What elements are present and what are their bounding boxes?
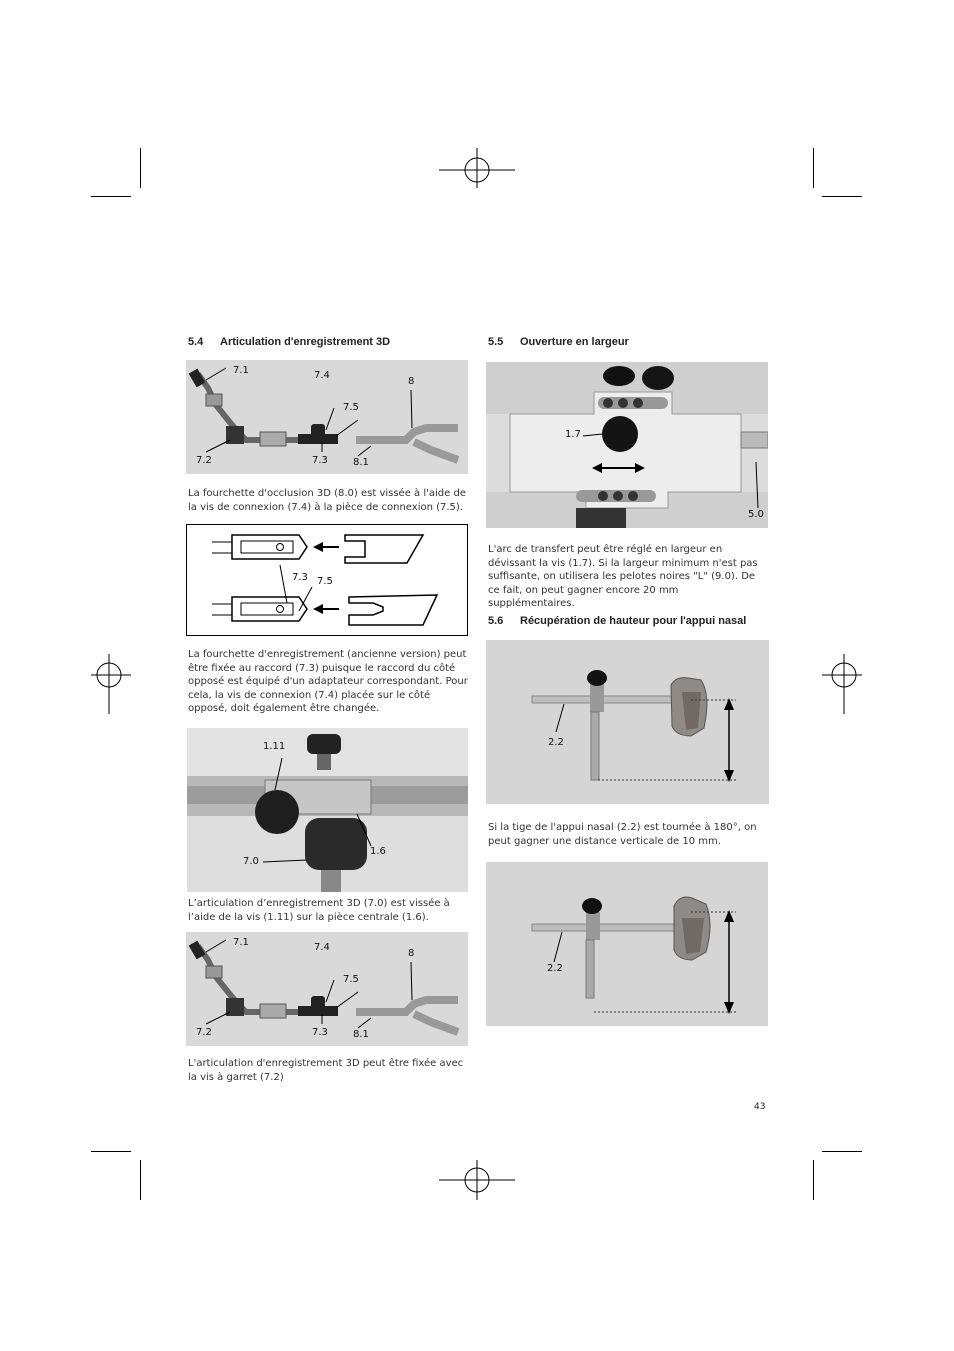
paragraph-5-4-3: L’articulation d’enregistrement 3D (7.0) est vissée à l’aide de la vis (1.11) sur la pièce centrale (1.6).: [188, 898, 450, 923]
section-5-5-heading: 5.5 Ouverture en largeur: [488, 336, 629, 348]
label-7-2: 7.2: [196, 1027, 212, 1038]
connector-diagram: [186, 524, 468, 636]
page-number: 43: [754, 1102, 766, 1112]
label-7-4: 7.4: [314, 370, 330, 381]
label-1-6: 1.6: [370, 846, 386, 857]
registration-mark-top: [437, 148, 517, 188]
label-7-1: 7.1: [233, 937, 249, 948]
label-7-3: 7.3: [312, 1027, 328, 1038]
paragraph-5-6: Si la tige de l'appui nasal (2.2) est tournée à 180°, on peut gagner une distance verticale de 10 mm.: [488, 822, 757, 847]
diagram-label-7-3: 7.3: [292, 572, 308, 583]
label-7-5: 7.5: [343, 402, 359, 413]
label-1-7: 1.7: [565, 429, 581, 440]
label-8-1: 8.1: [353, 1029, 369, 1040]
articulation-photo-2: [186, 932, 468, 1046]
section-5-6-heading: 5.6 Récupération de hauteur pour l'appui nasal: [488, 615, 747, 627]
registration-mark-left: [91, 654, 131, 714]
registration-mark-right: [822, 654, 862, 714]
paragraph-5-4-1: La fourchette d'occlusion 3D (8.0) est vissée à l'aide de la vis de connexion (7.4) à la pièce de connexion (7.5).: [188, 488, 466, 513]
label-7-0: 7.0: [243, 856, 259, 867]
label-8: 8: [408, 948, 415, 959]
paragraph-5-4-2: La fourchette d'enregistrement (ancienne version) peut être fixée au raccord (7.3) puisque le raccord du côté opposé est équipé d'un adaptateur correspondant. Pour cela, la vis de connexion (7.4) placée sur le côté opposé, doit également être changée.: [188, 649, 468, 715]
label-1-11: 1.11: [263, 741, 286, 752]
central-piece-photo: [187, 728, 468, 892]
label-7-2: 7.2: [196, 455, 212, 466]
label-7-1: 7.1: [233, 365, 249, 376]
nasal-support-photo-2: [486, 862, 768, 1026]
width-opening-photo: [486, 362, 768, 528]
paragraph-5-5: L'arc de transfert peut être réglé en largeur en dévissant la vis (1.7). Si la largeur minimum n'est pas suffisante, on utilisera les pelotes noires "L" (9.0). De ce fait, on peut gagner encore 20 mm supplémentaires.: [488, 544, 758, 610]
registration-mark-bottom: [437, 1160, 517, 1200]
label-8: 8: [408, 376, 415, 387]
paragraph-5-4-4: L'articulation d'enregistrement 3D peut être fixée avec la vis à garret (7.2): [188, 1058, 464, 1083]
articulation-photo-1: [186, 360, 468, 474]
label-7-3: 7.3: [312, 455, 328, 466]
section-5-4-heading: 5.4 Articulation d'enregistrement 3D: [188, 336, 391, 348]
label-2-2-b: 2.2: [547, 963, 563, 974]
label-7-4: 7.4: [314, 942, 330, 953]
diagram-label-7-5: 7.5: [317, 576, 333, 587]
label-5-0: 5.0: [748, 509, 764, 520]
label-2-2-a: 2.2: [548, 737, 564, 748]
nasal-support-photo-1: [486, 640, 769, 804]
label-7-5: 7.5: [343, 974, 359, 985]
label-8-1: 8.1: [353, 457, 369, 468]
